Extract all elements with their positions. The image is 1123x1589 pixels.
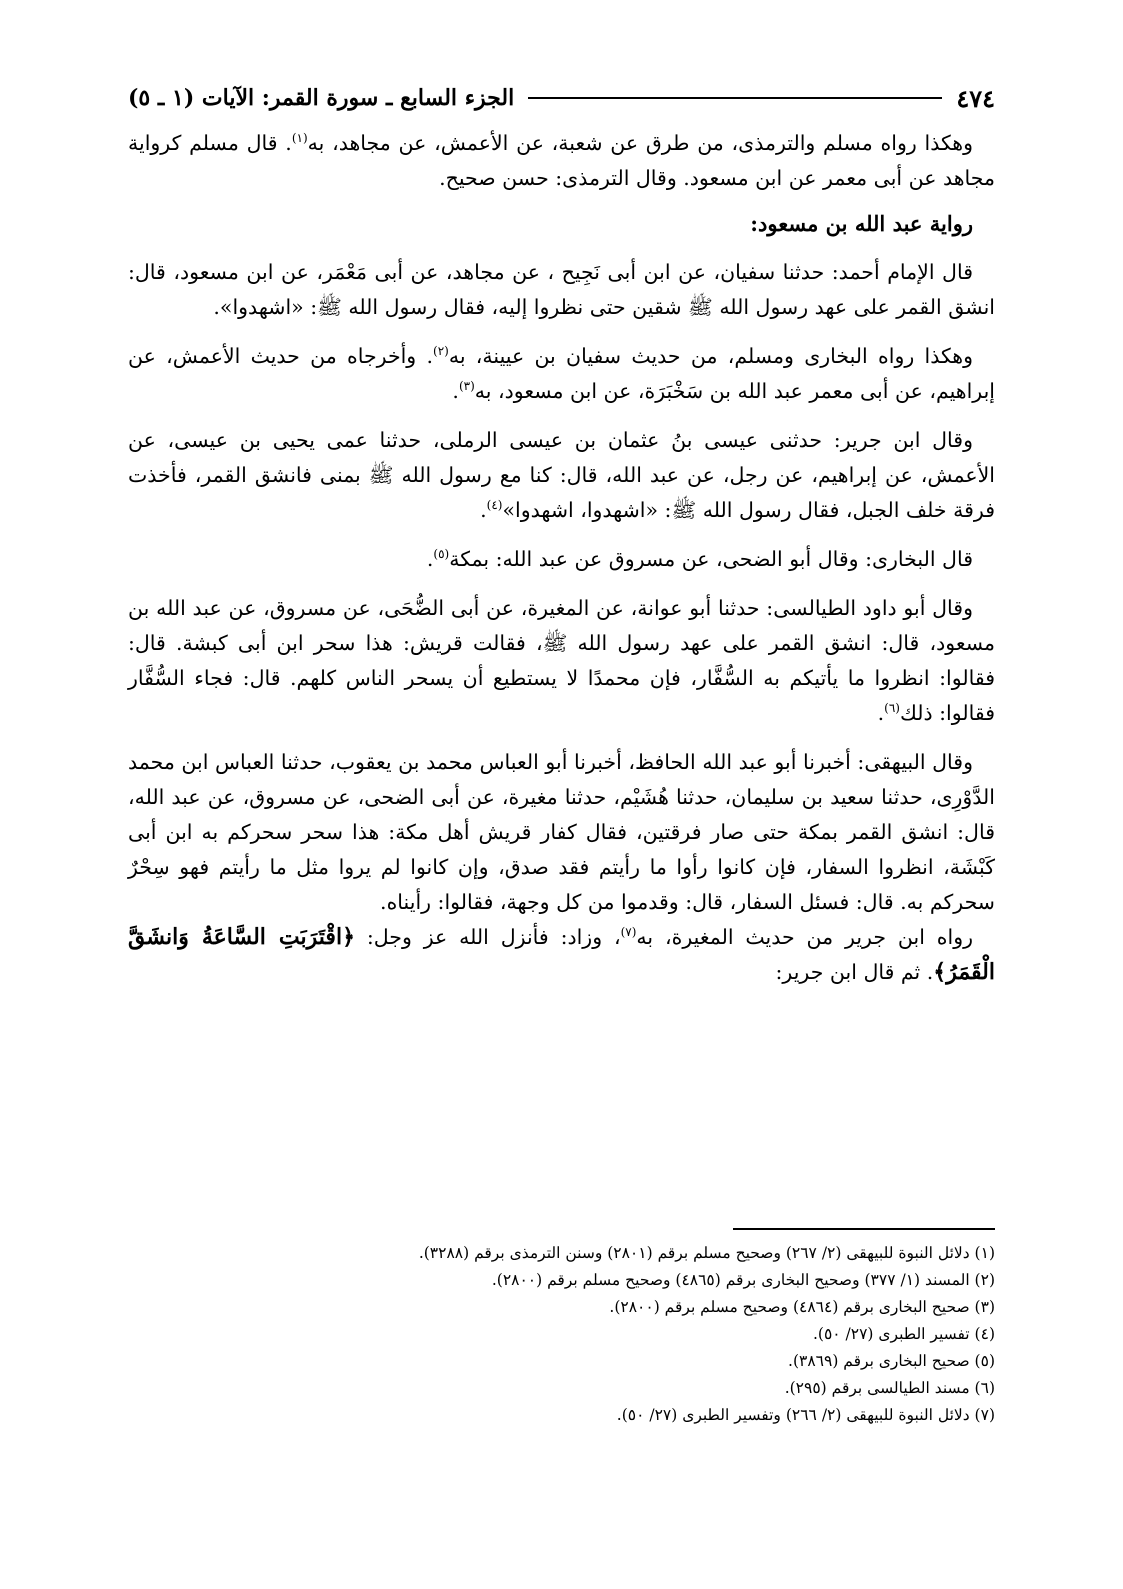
- footnote-rule: [733, 1228, 995, 1230]
- footnote-ref-5: (٥): [433, 547, 450, 562]
- paragraph-3-text: وهكذا رواه البخارى ومسلم، من حديث سفيان بن عيينة، به: [448, 344, 973, 368]
- footnote-6: (٦) مسند الطيالسى برقم (٢٩٥).: [784, 1379, 995, 1397]
- footnote-5: (٥) صحيح البخارى برقم (٣٨٦٩).: [788, 1352, 995, 1370]
- page-header: [128, 78, 995, 118]
- paragraph-8-end: . ثم قال ابن جرير:: [775, 960, 934, 984]
- paragraph-1-tail: . قال مسلم كرواية مجاهد عن أبى معمر عن ابن مسعود. وقال الترمذى: حسن صحيح.: [128, 131, 995, 190]
- footnote-3: (٣) صحيح البخارى برقم (٤٨٦٤) وصحيح مسلم برقم (٢٨٠٠).: [609, 1298, 995, 1316]
- paragraph-3: [128, 339, 995, 409]
- footnote-4: (٤) تفسير الطبرى (٢٧/ ٥٠).: [812, 1325, 995, 1343]
- paragraph-3-mid: . وأخرجاه من حديث الأعمش، عن إبراهيم، عن أبى معمر عبد الله بن سَخْبَرَة، عن ابن مسعود، به: [128, 344, 995, 403]
- footnote-ref-1: (١): [291, 131, 308, 146]
- paragraph-4: [128, 423, 995, 528]
- paragraph-1: [128, 126, 995, 196]
- footnote-ref-7: (٧): [620, 925, 637, 940]
- paragraph-5-end: .: [426, 547, 434, 571]
- quran-verse: ﴿اقْتَرَبَتِ السَّاعَةُ وَانشَقَّ الْقَمَرُ﴾: [128, 924, 995, 985]
- running-title: الجزء السابع ـ سورة القمر: الآيات (١ ـ ٥): [128, 85, 515, 111]
- footnote-2: (٢) المسند (١/ ٣٧٧) وصحيح البخارى برقم (٤٨٦٥) وصحيح مسلم برقم (٢٨٠٠).: [491, 1271, 995, 1289]
- paragraph-6: [128, 591, 995, 731]
- paragraph-7: وقال البيهقى: أخبرنا أبو عبد الله الحافظ، أخبرنا أبو العباس محمد بن يعقوب، حدثنا العباس ابن محمد الدَّوْرِى، حدثنا سعيد بن سليمان، حدثنا هُشَيْم، حدثنا مغيرة، عن أبى الضحى، عن مسروق، عن عبد الله، قال: انشق القمر بمكة حتى صار فرقتين، فقال كفار قريش أهل مكة: هذا سحر سحركم به ابن أبى كَبْشَة، انظروا السفار، فإن كانوا رأوا ما رأيتم فقد صدق، وإن كانوا لم يروا مثل ما رأيتم فهو سِحْرٌ سحركم به. قال: فسئل السفار، قال: وقدموا من كل وجهة، فقالوا: رأيناه.: [128, 750, 995, 914]
- page-number: ٤٧٤: [956, 83, 995, 113]
- paragraph-6-end: .: [877, 701, 885, 725]
- section-heading: رواية عبد الله بن مسعود:: [750, 211, 973, 236]
- footnote-7: (٧) دلائل النبوة للبيهقى (٢/ ٢٦٦) وتفسير الطبرى (٢٧/ ٥٠).: [616, 1406, 995, 1424]
- header-rule: [528, 97, 942, 99]
- paragraph-8-mid: ، وزاد: فأنزل الله عز وجل:: [354, 925, 621, 949]
- paragraph-1-text: وهكذا رواه مسلم والترمذى، من طرق عن شعبة، عن الأعمش، عن مجاهد، به: [307, 131, 973, 155]
- footnote-ref-4: (٤): [486, 498, 503, 513]
- footnote-ref-3: (٣): [458, 379, 475, 394]
- paragraph-4-end: .: [480, 498, 487, 522]
- paragraph-8-text: رواه ابن جرير من حديث المغيرة، به: [636, 925, 973, 949]
- footnote-1: (١) دلائل النبوة للبيهقى (٢/ ٢٦٧) وصحيح مسلم برقم (٢٨٠١) وسنن الترمذى برقم (٣٢٨٨).: [418, 1244, 995, 1262]
- paragraph-5: [128, 542, 995, 577]
- paragraph-3-end: .: [452, 379, 459, 403]
- paragraph-5-text: قال البخارى: وقال أبو الضحى، عن مسروق عن عبد الله: بمكة: [449, 547, 973, 571]
- paragraph-2: قال الإمام أحمد: حدثنا سفيان، عن ابن أبى نَجِيح ، عن مجاهد، عن أبى مَعْمَر، عن ابن مسعود، قال: انشق القمر على عهد رسول الله ﷺ شقين حتى نظروا إليه، فقال رسول الله ﷺ: «اشهدوا».: [128, 260, 995, 319]
- main-text: [128, 126, 995, 990]
- paragraph-4-text: وقال ابن جرير: حدثنى عيسى بنُ عثمان بن عيسى الرملى، حدثنا عمى يحيى بن عيسى، عن الأعمش، عن إبراهيم، عن رجل، عن عبد الله، قال: كنا مع رسول الله ﷺ بمنى فانشق القمر، فأخذت فرقة خلف الجبل، فقال رسول الله ﷺ: «اشهدوا، اشهدوا»: [128, 428, 995, 522]
- footnote-ref-6: (٦): [884, 701, 900, 716]
- paragraph-6-text: وقال أبو داود الطيالسى: حدثنا أبو عوانة، عن المغيرة، عن أبى الضُّحَى، عن مسروق، عن عبد الله بن مسعود، قال: انشق القمر على عهد رسول الله ﷺ، فقالت قريش: هذا سحر ابن أبى كبشة. قال: فقالوا: انظروا ما يأتيكم به السُّفَّار، فإن محمدًا لا يستطيع أن يسحر الناس كلهم. قال: فجاء السُّفَّار فقالوا: ذلك: [128, 596, 995, 725]
- paragraph-8: [128, 920, 995, 990]
- footnote-ref-2: (٢): [433, 344, 449, 359]
- footnotes: [128, 1240, 995, 1429]
